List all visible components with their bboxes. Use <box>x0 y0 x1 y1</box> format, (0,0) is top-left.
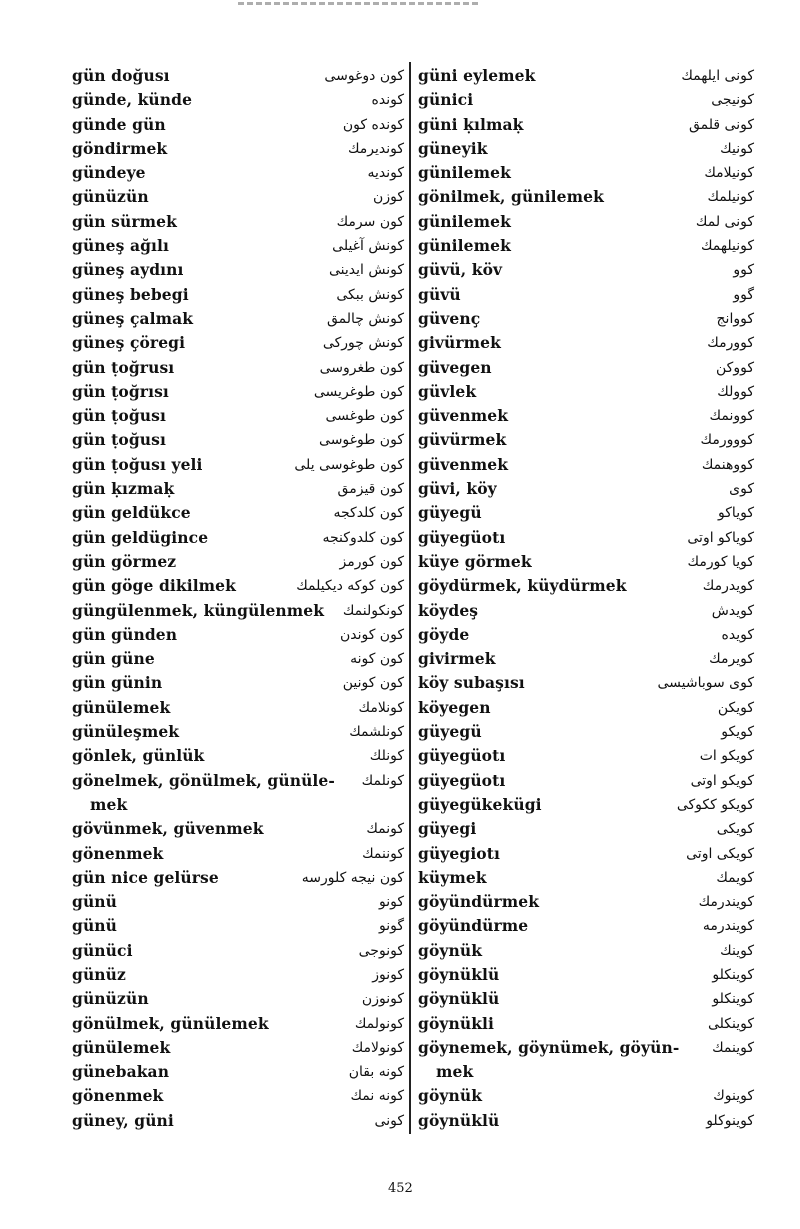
entry-term: güvü <box>418 284 461 304</box>
dictionary-entry <box>418 623 754 647</box>
dictionary-entry <box>418 356 754 380</box>
entry-term: gönenmek <box>72 1086 164 1106</box>
entry-arabic: کونه نمك <box>350 1088 404 1105</box>
dictionary-entry <box>72 404 404 428</box>
entry-arabic: کون طوغوسی یلی <box>294 456 404 473</box>
dictionary-entry <box>72 574 404 598</box>
entry-arabic: کوو <box>733 262 754 279</box>
entry-arabic: کویده <box>721 626 754 643</box>
dictionary-entry <box>418 1084 754 1108</box>
dictionary-entry <box>72 283 404 307</box>
dictionary-entry <box>418 963 754 987</box>
dictionary-entry <box>72 817 404 841</box>
entry-term: güyegü <box>418 503 482 523</box>
entry-term: gün ṭoğusı <box>72 430 166 450</box>
dictionary-entry <box>418 477 754 501</box>
dictionary-entry <box>418 842 754 866</box>
entry-arabic: کونمك <box>366 821 404 838</box>
dictionary-entry <box>418 88 754 112</box>
entry-arabic: کون طوغریسی <box>313 383 404 400</box>
entry-arabic: کویندرمه <box>702 918 754 935</box>
entry-arabic: کویا کورمك <box>687 553 754 570</box>
dictionary-entry <box>418 866 754 890</box>
entry-term: gün geldügince <box>72 527 209 547</box>
entry-term: güvi, köy <box>418 479 497 499</box>
dictionary-entry <box>418 307 754 331</box>
entry-arabic: کونوز <box>372 966 404 983</box>
entry-arabic: کوینوك <box>713 1088 754 1105</box>
entry-arabic: کویندرمك <box>698 894 754 911</box>
entry-arabic: کونیك <box>720 140 754 157</box>
entry-term: göyde <box>418 624 470 644</box>
entry-arabic: کوی <box>729 481 754 498</box>
entry-term: güvü, köv <box>418 260 503 280</box>
entry-arabic: کونیجی <box>711 92 754 109</box>
dictionary-entry <box>418 744 754 768</box>
entry-term: güvegen <box>418 357 492 377</box>
dictionary-entry <box>72 1060 404 1084</box>
dictionary-entry <box>418 161 754 185</box>
entry-term: günüzün <box>72 989 149 1009</box>
dictionary-entry <box>72 1012 404 1036</box>
dictionary-entry <box>72 428 404 452</box>
dictionary-entry <box>72 501 404 525</box>
entry-term: gün görmez <box>72 551 177 571</box>
entry-term: givürmek <box>418 333 501 353</box>
entry-arabic: کوندیه <box>367 165 404 182</box>
entry-term: güni eylemek <box>418 66 536 85</box>
entry-term: güneş çalmak <box>72 308 194 328</box>
entry-term: gönelmek, gönülmek, günüle- mek <box>72 770 335 814</box>
entry-term: göydürmek, küydürmek <box>418 576 627 596</box>
entry-term: günde gün <box>72 114 166 134</box>
column-divider <box>409 62 411 1134</box>
dictionary-entry <box>72 307 404 331</box>
entry-term: günde, künde <box>72 90 193 110</box>
dictionary-entry <box>72 769 404 818</box>
entry-arabic: کوننمك <box>362 845 404 862</box>
entry-term: göynüklü <box>418 964 500 984</box>
entry-arabic: کوزن <box>373 189 404 206</box>
entry-term: göndirmek <box>72 138 168 158</box>
entry-term: güyegiotı <box>418 843 500 863</box>
entry-term: küye görmek <box>418 551 532 571</box>
entry-term: gün sürmek <box>72 211 177 231</box>
dictionary-entry <box>72 453 404 477</box>
dictionary-entry <box>72 1084 404 1108</box>
entry-term: göynüklü <box>418 1110 500 1130</box>
entry-term: güvlek <box>418 381 477 401</box>
entry-arabic: کون طوغسی <box>325 408 404 425</box>
entry-arabic: کونولامك <box>351 1039 404 1056</box>
dictionary-entry <box>418 987 754 1011</box>
entry-arabic: کونش چالمق <box>326 310 404 327</box>
dictionary-entry <box>418 404 754 428</box>
dictionary-entry <box>418 258 754 282</box>
entry-arabic: کوینكلو <box>712 991 754 1008</box>
entry-term: gün günden <box>72 624 178 644</box>
entry-arabic: کون طغروسی <box>319 359 404 376</box>
entry-term: köydeş <box>418 600 479 620</box>
dictionary-entry <box>72 914 404 938</box>
dictionary-entry <box>418 550 754 574</box>
entry-arabic: کون قیزمق <box>337 481 404 498</box>
entry-arabic: کون دوغوسی <box>324 68 404 84</box>
dictionary-entry <box>72 526 404 550</box>
entry-term: günilemek <box>418 236 511 256</box>
entry-arabic: کون طوغوسی <box>319 432 404 449</box>
dictionary-entry <box>418 574 754 598</box>
entry-arabic: کوندیرمك <box>347 140 404 157</box>
entry-term: gün ṭoğusı <box>72 406 166 426</box>
entry-arabic: کون کونه <box>350 651 404 668</box>
dictionary-entry <box>418 283 754 307</box>
dictionary-entry <box>418 720 754 744</box>
entry-arabic: کونوزن <box>361 991 404 1008</box>
entry-term: güyegü <box>418 722 482 742</box>
entry-arabic: کونکولنمك <box>342 602 404 619</box>
entry-term: gün göge dikilmek <box>72 576 236 596</box>
dictionary-entry <box>72 842 404 866</box>
entry-term: günüz <box>72 964 126 984</box>
dictionary-entry <box>418 914 754 938</box>
dictionary-entry <box>72 866 404 890</box>
entry-arabic: کونده کون <box>342 116 404 133</box>
entry-arabic: کونی لمك <box>695 213 754 230</box>
dictionary-entry <box>72 939 404 963</box>
entry-term: güyegüotı <box>418 770 506 790</box>
dictionary-entry <box>72 356 404 380</box>
dictionary-entry <box>72 623 404 647</box>
dictionary-entry <box>418 647 754 671</box>
entry-term: güni ḳılmaḳ <box>418 114 524 134</box>
entry-arabic: کووانج <box>716 310 754 327</box>
dictionary-entry <box>72 380 404 404</box>
dictionary-entry <box>72 210 404 234</box>
entry-term: göyündürme <box>418 916 529 936</box>
entry-term: gün nice gelürse <box>72 867 219 887</box>
dictionary-entry <box>72 185 404 209</box>
entry-arabic: کونیلهمك <box>701 238 754 255</box>
entry-term: köyegen <box>418 697 491 717</box>
entry-term: göynükli <box>418 1013 495 1033</box>
left-column <box>72 64 404 1133</box>
dictionary-entry <box>418 210 754 234</box>
dictionary-entry <box>72 963 404 987</box>
dictionary-entry <box>72 477 404 501</box>
dictionary-entry <box>72 88 404 112</box>
entry-arabic: کونش ایدینی <box>328 262 404 279</box>
entry-arabic: کووکن <box>716 359 754 376</box>
page-number: 452 <box>388 1181 413 1196</box>
entry-term: gün güne <box>72 649 155 669</box>
dictionary-entry <box>72 744 404 768</box>
entry-arabic: کوینکلو <box>712 966 754 983</box>
entry-arabic: کویکی <box>716 821 754 838</box>
entry-arabic: کون کلدوکنجه <box>322 529 404 546</box>
dictionary-entry <box>72 64 404 88</box>
entry-term: köy subaşısı <box>418 673 525 693</box>
entry-arabic: کونی قلمق <box>688 116 754 133</box>
dictionary-entry <box>418 769 754 793</box>
dictionary-entry <box>418 793 754 817</box>
entry-term: göynük <box>418 1086 483 1106</box>
entry-term: givirmek <box>418 649 496 669</box>
entry-arabic: کوینك <box>720 942 754 959</box>
entry-arabic: کون کلدکجه <box>333 505 404 522</box>
entry-term: günü <box>72 892 118 912</box>
entry-term: günülemek <box>72 697 171 717</box>
dictionary-entry <box>418 234 754 258</box>
dictionary-entry <box>418 890 754 914</box>
entry-term: güyegüotı <box>418 527 506 547</box>
entry-term: günüzün <box>72 187 149 207</box>
entry-term: günü <box>72 916 118 936</box>
dictionary-entry <box>72 161 404 185</box>
entry-arabic: کوورمك <box>707 335 754 352</box>
entry-arabic: کوی سوباشیسی <box>657 675 754 692</box>
dictionary-entry <box>418 671 754 695</box>
entry-term: günilemek <box>418 163 511 183</box>
entry-arabic: کووورمك <box>700 432 754 449</box>
entry-term: gündeye <box>72 163 146 183</box>
top-rule <box>238 2 478 5</box>
entry-arabic: کونش چورکی <box>322 335 404 352</box>
right-column <box>418 64 754 1133</box>
entry-term: gönülmek, günülemek <box>72 1013 269 1033</box>
dictionary-entry <box>72 720 404 744</box>
entry-arabic: کونیلمك <box>707 189 754 206</box>
entry-term: güvenmek <box>418 406 509 426</box>
entry-arabic: کون سرمك <box>336 213 404 230</box>
entry-term: gönilmek, günilemek <box>418 187 604 207</box>
entry-term: güyegükekügi <box>418 794 542 814</box>
dictionary-entry <box>418 1012 754 1036</box>
entry-arabic: کویرمك <box>709 651 754 668</box>
entry-arabic: کون کوکه دیکیلمك <box>296 578 404 595</box>
entry-term: göynemek, göynümek, göyün- mek <box>418 1037 680 1082</box>
dictionary-entry <box>72 331 404 355</box>
dictionary-entry <box>418 428 754 452</box>
entry-arabic: کون نیجه کلورسه <box>301 869 404 886</box>
entry-arabic: کوولك <box>717 383 754 400</box>
dictionary-entry <box>418 696 754 720</box>
entry-arabic: کون کوندن <box>339 626 404 643</box>
entry-arabic: کوینوکلو <box>706 1112 754 1129</box>
dictionary-entry <box>418 526 754 550</box>
entry-term: güneş çöregi <box>72 333 186 353</box>
entry-arabic: کونلامك <box>358 699 404 716</box>
entry-term: küymek <box>418 867 487 887</box>
entry-arabic: کویدرمك <box>702 578 754 595</box>
entry-arabic: کوینمك <box>712 1039 754 1056</box>
entry-term: gün ṭoğusı yeli <box>72 454 203 474</box>
entry-arabic: کوینکلی <box>707 1015 754 1032</box>
entry-term: güyegi <box>418 819 477 839</box>
dictionary-entry <box>72 234 404 258</box>
entry-term: gün ṭoğrusı <box>72 357 175 377</box>
entry-arabic: کویکو اوتی <box>690 772 754 789</box>
dictionary-entry <box>72 647 404 671</box>
entry-arabic: کونلمك <box>361 772 404 789</box>
entry-term: günülemek <box>72 1037 171 1057</box>
dictionary-entry <box>418 1036 754 1085</box>
entry-arabic: کویدش <box>711 602 754 619</box>
entry-term: gönlek, günlük <box>72 746 205 766</box>
entry-term: göynüklü <box>418 989 500 1009</box>
entry-arabic: کونو <box>378 894 404 911</box>
entry-arabic: کون کورمز <box>339 553 404 570</box>
entry-term: göynük <box>418 940 483 960</box>
dictionary-entry <box>72 599 404 623</box>
entry-term: gönenmek <box>72 843 164 863</box>
entry-arabic: کویکی اوتی <box>686 845 754 862</box>
entry-term: güneş aydını <box>72 260 184 280</box>
entry-term: güngülenmek, küngülenmek <box>72 600 325 620</box>
entry-arabic: کویمك <box>716 869 754 886</box>
dictionary-entry <box>418 113 754 137</box>
dictionary-entry <box>72 1109 404 1133</box>
entry-arabic: کونش آغیلی <box>332 238 404 255</box>
entry-arabic: کونوجی <box>358 942 404 959</box>
entry-arabic: کووهنمك <box>701 456 754 473</box>
dictionary-entry <box>418 501 754 525</box>
dictionary-entry <box>418 453 754 477</box>
entry-arabic: کونش ببکی <box>336 286 404 303</box>
entry-term: gün günin <box>72 673 163 693</box>
entry-arabic: کونه بقان <box>348 1064 404 1081</box>
entry-term: göyündürmek <box>418 892 540 912</box>
entry-arabic: کونلشمك <box>349 724 404 741</box>
entry-arabic: کونیلامك <box>704 165 754 182</box>
entry-term: güvürmek <box>418 430 507 450</box>
dictionary-entry <box>418 137 754 161</box>
dictionary-entry <box>418 64 754 88</box>
entry-term: güvenç <box>418 308 481 328</box>
entry-arabic: کونده <box>371 92 404 109</box>
dictionary-entry <box>418 331 754 355</box>
dictionary-entry <box>72 137 404 161</box>
dictionary-entry <box>72 1036 404 1060</box>
entry-term: günilemek <box>418 211 511 231</box>
dictionary-entry <box>418 380 754 404</box>
entry-term: gün doğusı <box>72 66 170 85</box>
entry-term: gövünmek, güvenmek <box>72 819 264 839</box>
entry-term: güvenmek <box>418 454 509 474</box>
dictionary-entry <box>72 890 404 914</box>
entry-arabic: گونو <box>378 918 404 935</box>
dictionary-entry <box>72 987 404 1011</box>
entry-arabic: کونی <box>374 1112 404 1129</box>
entry-term: güneş ağılı <box>72 236 170 256</box>
entry-term: günüleşmek <box>72 722 180 742</box>
dictionary-entry <box>418 939 754 963</box>
entry-term: günüci <box>72 940 133 960</box>
entry-arabic: کویکن <box>717 699 754 716</box>
dictionary-entry <box>72 258 404 282</box>
dictionary-entry <box>418 599 754 623</box>
entry-arabic: گوو <box>733 286 754 303</box>
entry-arabic: کویکو ات <box>699 748 754 765</box>
entry-arabic: کونی ایلهمك <box>681 68 754 84</box>
entry-term: günici <box>418 90 474 110</box>
dictionary-entry <box>72 696 404 720</box>
entry-arabic: کویاکو <box>718 505 754 522</box>
entry-arabic: کونولمك <box>354 1015 404 1032</box>
entry-arabic: کویاکو اوتی <box>687 529 754 546</box>
dictionary-entry <box>418 185 754 209</box>
entry-term: güneş bebegi <box>72 284 189 304</box>
entry-arabic: کون کونین <box>342 675 404 692</box>
entry-term: günebakan <box>72 1062 170 1082</box>
entry-term: gün geldükce <box>72 503 191 523</box>
dictionary-entry <box>72 550 404 574</box>
entry-term: gün ḳızmaḳ <box>72 479 175 499</box>
dictionary-entry <box>72 113 404 137</box>
entry-arabic: کوونمك <box>709 408 754 425</box>
entry-arabic: کونلك <box>369 748 404 765</box>
entry-term: güyegüotı <box>418 746 506 766</box>
entry-arabic: کویکو ککوکی <box>676 796 754 813</box>
dictionary-entry <box>72 671 404 695</box>
entry-arabic: کویکو <box>721 724 754 741</box>
entry-term: güney, güni <box>72 1110 174 1130</box>
entry-term: güneyik <box>418 138 488 158</box>
dictionary-entry <box>418 817 754 841</box>
entry-term: gün ṭoğrısı <box>72 381 169 401</box>
dictionary-entry <box>418 1109 754 1133</box>
